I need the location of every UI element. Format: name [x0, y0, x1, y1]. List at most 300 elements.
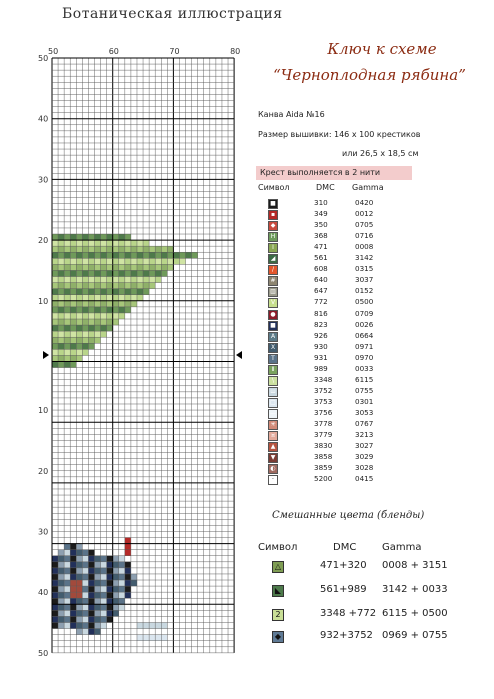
blend-row-gamma: 0008 + 3151 [382, 560, 448, 571]
berry-stitch [101, 610, 107, 616]
berry-stitch [70, 550, 76, 556]
key-row-gamma: 0008 [355, 242, 374, 252]
key-row [262, 452, 402, 462]
berry-stitch [70, 592, 76, 598]
leaf-stitch [64, 349, 70, 355]
key-row-symbol: X [268, 343, 278, 353]
leaf-stitch [113, 252, 119, 258]
blend-row-gamma: 3142 + 0033 [382, 584, 448, 595]
leaf-stitch [58, 319, 64, 325]
leaf-stitch [113, 289, 119, 295]
key-row [262, 375, 402, 385]
leaf-stitch [58, 325, 64, 331]
berry-stitch [58, 556, 64, 562]
leaf-stitch [113, 270, 119, 276]
leaf-stitch [76, 295, 82, 301]
leaf-stitch [52, 307, 58, 313]
key-row [262, 309, 402, 319]
leaf-stitch [58, 313, 64, 319]
berry-stitch [76, 598, 82, 604]
leaf-stitch [76, 337, 82, 343]
berry-stitch [70, 556, 76, 562]
key-row-symbol: A [268, 332, 278, 342]
leaf-stitch [58, 264, 64, 270]
berry-stitch [52, 580, 58, 586]
berry-stitch [113, 586, 119, 592]
berry-stitch [119, 568, 125, 574]
leaf-stitch [119, 234, 125, 240]
leaf-stitch [70, 270, 76, 276]
key-row-dmc: 3830 [314, 441, 333, 451]
key-row-gamma: 0152 [355, 286, 374, 296]
left-axis-label: 50 [38, 648, 49, 658]
leaf-stitch [94, 277, 100, 283]
berry-stitch [94, 598, 100, 604]
leaf-stitch [101, 289, 107, 295]
leaf-stitch [186, 252, 192, 258]
leaf-stitch [64, 252, 70, 258]
berry-stitch [70, 616, 76, 622]
leaf-stitch [101, 319, 107, 325]
leaf-stitch [107, 264, 113, 270]
berry-stitch [58, 592, 64, 598]
key-row-gamma: 0755 [355, 385, 374, 395]
leaf-stitch [70, 246, 76, 252]
berry-stitch [64, 550, 70, 556]
leaf-stitch [58, 343, 64, 349]
berry-stitch [131, 580, 137, 586]
key-row-symbol: ■ [268, 321, 278, 331]
berry-stitch [101, 598, 107, 604]
top-axis-label: 60 [108, 47, 119, 56]
leaf-stitch [88, 325, 94, 331]
leaf-stitch [76, 325, 82, 331]
left-axis-label: 50 [38, 54, 49, 63]
leaf-stitch [58, 301, 64, 307]
leaf-stitch [137, 277, 143, 283]
berry-stitch [70, 598, 76, 604]
leaf-stitch [70, 331, 76, 337]
berry-stitch [131, 574, 137, 580]
key-row [262, 286, 402, 296]
key-row-symbol: ● [268, 310, 278, 320]
berry-stitch [113, 592, 119, 598]
key-row-gamma: 6115 [355, 374, 374, 384]
leaf-stitch [131, 264, 137, 270]
berry-stitch [94, 574, 100, 580]
leaf-stitch [88, 246, 94, 252]
key-row-dmc: 930 [314, 341, 328, 351]
key-row [262, 275, 402, 285]
leaf-stitch [76, 252, 82, 258]
leaf-stitch [70, 337, 76, 343]
berry-stitch [58, 580, 64, 586]
leaf-stitch [167, 258, 173, 264]
leaf-stitch [119, 252, 125, 258]
blend-row-dmc: 3348 +772 [320, 608, 377, 619]
key-row-dmc: 3752 [314, 385, 333, 395]
berry-stitch [88, 556, 94, 562]
berry-stitch [101, 586, 107, 592]
berry-stitch [101, 562, 107, 568]
berry-stitch [94, 562, 100, 568]
leaf-stitch [58, 234, 64, 240]
leaf-stitch [58, 289, 64, 295]
leaf-stitch [58, 331, 64, 337]
berry-stitch [52, 592, 58, 598]
berry-stitch [76, 616, 82, 622]
key-row-symbol: ▥ [268, 287, 278, 297]
key-row-symbol: ◢ [268, 254, 278, 264]
light-stitch [161, 623, 167, 629]
key-subtitle: “Черноплодная рябина” [273, 66, 466, 84]
leaf-stitch [82, 258, 88, 264]
key-row-dmc: 3753 [314, 396, 333, 406]
leaf-stitch [64, 258, 70, 264]
leaf-stitch [113, 319, 119, 325]
key-row [262, 320, 402, 330]
leaf-stitch [101, 301, 107, 307]
berry-stitch [70, 562, 76, 568]
stitch-chart [30, 40, 250, 660]
leaf-stitch [70, 258, 76, 264]
leaf-stitch [107, 313, 113, 319]
leaf-stitch [64, 319, 70, 325]
leaf-stitch [107, 325, 113, 331]
berry-stitch [64, 544, 70, 550]
key-row-symbol: ▲ [268, 442, 278, 452]
leaf-stitch [70, 313, 76, 319]
leaf-stitch [58, 277, 64, 283]
key-row-gamma: 0420 [355, 198, 374, 207]
berry-stitch [88, 598, 94, 604]
key-row-dmc: 816 [314, 308, 328, 318]
berry-stitch [125, 580, 131, 586]
key-row [262, 342, 402, 352]
leaf-stitch [149, 252, 155, 258]
stem-stitch [125, 538, 131, 556]
key-row-gamma: 0026 [355, 319, 374, 329]
key-row-symbol: ▪ [268, 210, 278, 220]
key-row-dmc: 3779 [314, 430, 333, 440]
key-row-gamma: 0970 [355, 352, 374, 362]
key-row [262, 441, 402, 451]
leaf-stitch [58, 362, 64, 368]
leaf-stitch [131, 289, 137, 295]
berry-stitch [101, 623, 107, 629]
key-row-dmc: 926 [314, 330, 328, 340]
leaf-stitch [101, 331, 107, 337]
leaf-stitch [179, 258, 185, 264]
berry-stitch [64, 616, 70, 622]
leaf-stitch [143, 240, 149, 246]
leaf-stitch [94, 319, 100, 325]
leaf-stitch [131, 295, 137, 301]
leaf-stitch [113, 313, 119, 319]
leaf-stitch [161, 264, 167, 270]
berry-stitch [70, 623, 76, 629]
leaf-stitch [52, 270, 58, 276]
leaf-stitch [70, 319, 76, 325]
top-axis-label: 50 [48, 47, 59, 56]
key-row [262, 364, 402, 374]
leaf-stitch [167, 246, 173, 252]
key-row [262, 408, 402, 418]
key-row-gamma: 3027 [355, 441, 374, 451]
berry-stitch [70, 574, 76, 580]
size-label: Размер вышивки: [258, 130, 332, 139]
leaf-stitch [52, 289, 58, 295]
blend-col-dmc: DMC [333, 542, 357, 553]
leaf-stitch [52, 258, 58, 264]
blend-row-symbol: ◣ [272, 585, 284, 597]
berry-stitch [64, 580, 70, 586]
leaf-stitch [125, 289, 131, 295]
key-row-dmc: 3858 [314, 452, 333, 462]
leaf-stitch [64, 264, 70, 270]
leaf-stitch [76, 264, 82, 270]
leaf-stitch [125, 252, 131, 258]
leaf-stitch [101, 307, 107, 313]
key-row [262, 220, 402, 230]
thread-note: Крест выполняется в 2 нити [256, 166, 412, 180]
key-row-dmc: 772 [314, 297, 328, 307]
leaf-stitch [155, 252, 161, 258]
leaf-stitch [64, 307, 70, 313]
leaf-stitch [125, 240, 131, 246]
leaf-stitch [76, 283, 82, 289]
center-marker-left [43, 351, 49, 359]
leaf-stitch [82, 319, 88, 325]
berry-stitch [64, 586, 70, 592]
berry-stitch [64, 604, 70, 610]
blend-row-symbol: △ [272, 561, 284, 573]
berry-stitch [125, 574, 131, 580]
leaf-stitch [82, 349, 88, 355]
berry-stitch [113, 598, 119, 604]
leaf-stitch [58, 270, 64, 276]
berry-stitch [107, 598, 113, 604]
leaf-stitch [125, 307, 131, 313]
leaf-stitch [107, 289, 113, 295]
leaf-stitch [113, 283, 119, 289]
leaf-stitch [76, 301, 82, 307]
leaf-stitch [119, 270, 125, 276]
leaf-stitch [70, 295, 76, 301]
berry-stitch [82, 616, 88, 622]
berry-stitch [58, 574, 64, 580]
leaf-stitch [107, 277, 113, 283]
leaf-stitch [107, 234, 113, 240]
berry-stitch [119, 574, 125, 580]
leaf-stitch [107, 246, 113, 252]
leaf-stitch [70, 264, 76, 270]
leaf-stitch [137, 270, 143, 276]
berry-stitch [88, 580, 94, 586]
leaf-stitch [94, 313, 100, 319]
berry-stitch [70, 610, 76, 616]
leaf-stitch [70, 301, 76, 307]
key-row-dmc: 931 [314, 352, 328, 362]
berry-stitch [107, 574, 113, 580]
leaf-stitch [64, 240, 70, 246]
berry-stitch [82, 574, 88, 580]
berry-stitch [88, 616, 94, 622]
blend-row-gamma: 6115 + 0500 [382, 608, 448, 619]
light-stitch [137, 635, 143, 641]
key-row-dmc: 3778 [314, 419, 333, 428]
leaf-stitch [119, 264, 125, 270]
leaf-stitch [52, 349, 58, 355]
key-row-symbol: # [268, 276, 278, 286]
leaf-stitch [88, 331, 94, 337]
berry-stitch [52, 616, 58, 622]
key-row [262, 430, 402, 440]
leaf-stitch [70, 283, 76, 289]
berry-stitch [119, 604, 125, 610]
key-row [262, 198, 402, 208]
leaf-stitch [88, 313, 94, 319]
left-axis-label: 30 [38, 527, 49, 537]
berry-stitch [58, 568, 64, 574]
leaf-stitch [88, 277, 94, 283]
berry-stitch [76, 550, 82, 556]
leaf-stitch [173, 258, 179, 264]
leaf-stitch [149, 246, 155, 252]
berry-stitch [94, 616, 100, 622]
leaf-stitch [119, 283, 125, 289]
leaf-stitch [101, 264, 107, 270]
blend-row [258, 556, 468, 576]
leaf-stitch [149, 258, 155, 264]
key-row [262, 397, 402, 407]
size-cm: или 26,5 х 18,5 см [342, 149, 419, 158]
leaf-stitch [125, 234, 131, 240]
leaf-stitch [125, 264, 131, 270]
berry-stitch [52, 610, 58, 616]
key-row-dmc: 989 [314, 363, 328, 373]
leaf-stitch [161, 258, 167, 264]
berry-stitch [52, 623, 58, 629]
leaf-stitch [94, 270, 100, 276]
key-row-gamma: 0033 [355, 363, 374, 373]
left-axis-label: 30 [38, 175, 49, 185]
leaf-stitch [131, 252, 137, 258]
berry-stitch [70, 568, 76, 574]
berry-stitch [64, 592, 70, 598]
leaf-stitch [70, 343, 76, 349]
key-row [262, 231, 402, 241]
berry-stitch [88, 586, 94, 592]
leaf-stitch [149, 264, 155, 270]
berry-stitch [82, 623, 88, 629]
leaf-stitch [76, 307, 82, 313]
key-row-symbol: — [270, 409, 276, 417]
berry-stitch [107, 616, 113, 622]
berry-stitch [107, 580, 113, 586]
key-row-symbol: V [268, 298, 278, 308]
leaf-stitch [58, 258, 64, 264]
canvas-info: Канва Aida №16 [258, 110, 325, 119]
blend-col-symbol: Символ [258, 542, 298, 553]
leaf-stitch [58, 246, 64, 252]
key-row-dmc: 3756 [314, 407, 333, 417]
leaf-stitch [113, 234, 119, 240]
key-row-gamma: 0664 [355, 330, 374, 340]
berry-stitch [70, 586, 76, 592]
leaf-stitch [52, 343, 58, 349]
leaf-stitch [101, 283, 107, 289]
leaf-stitch [101, 234, 107, 240]
leaf-stitch [88, 258, 94, 264]
leaf-stitch [101, 325, 107, 331]
berry-stitch [119, 580, 125, 586]
key-row-gamma: 0500 [355, 297, 374, 307]
leaf-stitch [82, 343, 88, 349]
berry-stitch [88, 604, 94, 610]
leaf-stitch [82, 240, 88, 246]
leaf-stitch [107, 258, 113, 264]
leaf-stitch [107, 252, 113, 258]
key-row [262, 419, 402, 429]
leaf-stitch [82, 264, 88, 270]
leaf-stitch [76, 234, 82, 240]
light-stitch [155, 623, 161, 629]
leaf-stitch [143, 289, 149, 295]
leaf-stitch [70, 355, 76, 361]
leaf-stitch [101, 313, 107, 319]
leaf-stitch [64, 337, 70, 343]
berry-stitch [58, 623, 64, 629]
berry-stitch [88, 568, 94, 574]
leaf-stitch [52, 313, 58, 319]
leaf-stitch [137, 252, 143, 258]
berry-stitch [88, 610, 94, 616]
key-row-dmc: 3348 [314, 374, 333, 384]
leaf-stitch [76, 355, 82, 361]
key-row-symbol: □ [268, 398, 278, 408]
berry-stitch [58, 550, 64, 556]
blend-row-dmc: 561+989 [320, 584, 367, 595]
leaf-stitch [113, 258, 119, 264]
left-axis-label: 10 [38, 296, 49, 306]
leaf-stitch [52, 246, 58, 252]
leaf-stitch [155, 277, 161, 283]
leaf-stitch [82, 325, 88, 331]
berry-stitch [58, 562, 64, 568]
berry-stitch [101, 568, 107, 574]
leaf-stitch [113, 246, 119, 252]
berry-stitch [101, 580, 107, 586]
leaf-stitch [82, 295, 88, 301]
leaf-stitch [52, 331, 58, 337]
berry-stitch [101, 604, 107, 610]
key-row [262, 386, 402, 396]
key-row-gamma: 0709 [355, 308, 374, 318]
leaf-stitch [143, 277, 149, 283]
leaf-stitch [82, 289, 88, 295]
leaf-stitch [64, 283, 70, 289]
berry-stitch [76, 629, 82, 635]
leaf-stitch [161, 252, 167, 258]
berry-stitch [107, 604, 113, 610]
leaf-stitch [167, 252, 173, 258]
key-row-gamma: 3028 [355, 463, 374, 473]
leaf-stitch [82, 277, 88, 283]
left-axis-label: 10 [38, 406, 49, 416]
leaf-stitch [119, 258, 125, 264]
key-row-gamma: 0767 [355, 419, 374, 428]
